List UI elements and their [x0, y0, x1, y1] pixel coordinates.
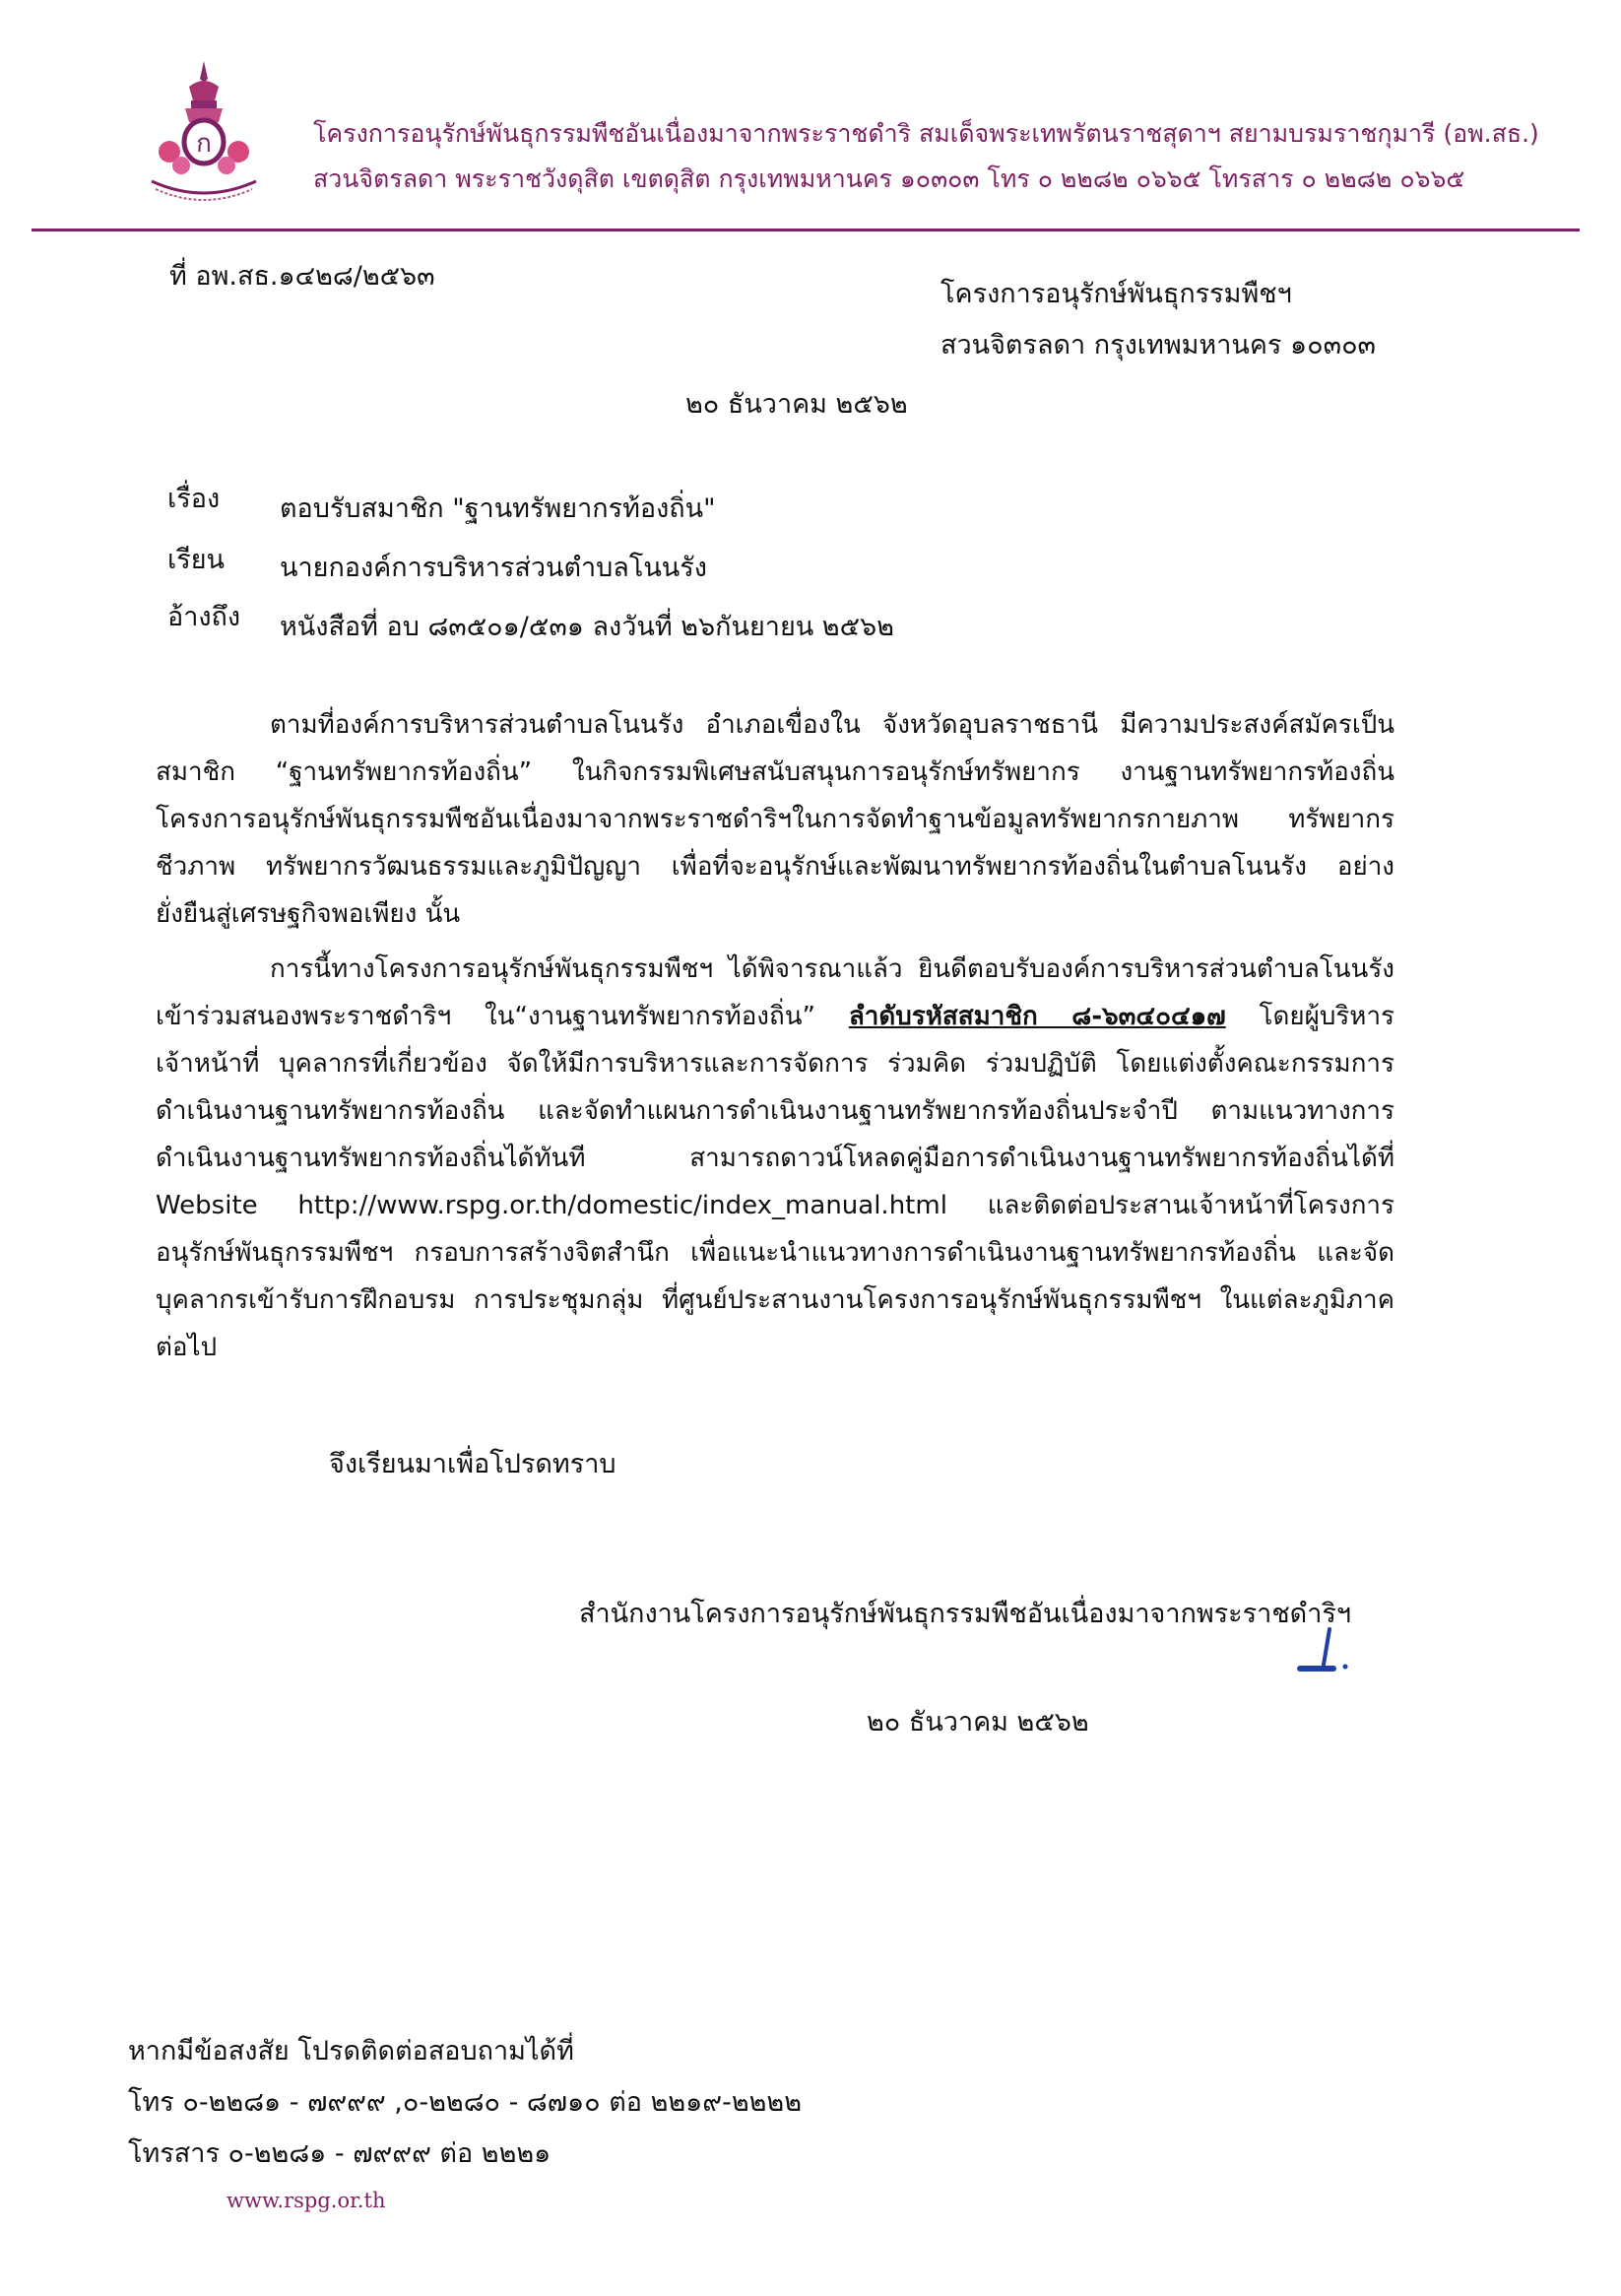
to-label: เรียน: [167, 545, 226, 575]
sender-line-1: โครงการอนุรักษ์พันธุกรรมพืชฯ: [940, 279, 1292, 309]
contact-heading: หากมีข้อสงสัย โปรดติดต่อสอบถามได้ที่: [128, 2036, 574, 2066]
sender-line-2: สวนจิตรลดา กรุงเทพมหานคร ๑๐๓๐๓: [940, 330, 1377, 361]
subject-text: ตอบรับสมาชิก "ฐานทรัพยากรท้องถิ่น": [280, 493, 716, 524]
signature-mark: [1296, 1625, 1355, 1676]
body-paragraph-1: [156, 701, 1394, 938]
contact-phone: โทร ๐-๒๒๘๑ - ๗๙๙๙ ,๐-๒๒๘๐ - ๘๗๑๐ ต่อ ๒๒๑๙-๒๒๒๒: [128, 2087, 803, 2118]
header-line-2: สวนจิตรลดา พระราชวังดุสิต เขตดุสิต กรุงเทพมหานคร ๑๐๓๐๓ โทร ๐ ๒๒๘๒ ๐๖๖๕ โทรสาร ๐ ๒๒๘๒ ๐๖๖๕: [313, 164, 1465, 193]
paragraph-line: บุคลากรเข้ารับการฝึกอบรม การประชุมกลุ่ม ที่ศูนย์ประสานงานโครงการอนุรักษ์พันธุกรรมพืชฯ ในแต่ละภูมิภาค: [156, 1285, 1394, 1315]
paragraph-line: เจ้าหน้าที่ บุคลากรที่เกี่ยวข้อง จัดให้มีการบริหารและการจัดการ ร่วมคิด ร่วมปฏิบัติ โดยแต่งตั้งคณะกรรมการ: [156, 1049, 1394, 1079]
paragraph-line: สมาชิก “ฐานทรัพยากรท้องถิ่น” ในกิจกรรมพิเศษสนับสนุนการอนุรักษ์ทรัพยากร งานฐานทรัพยากรท้องถิ่น: [156, 757, 1394, 787]
closing-text: จึงเรียนมาเพื่อโปรดทราบ: [329, 1449, 616, 1479]
to-text: นายกองค์การบริหารส่วนตำบลโนนรัง: [280, 553, 707, 583]
paragraph-line: ยั่งยืนสู่เศรษฐกิจพอเพียง นั้น: [156, 899, 461, 929]
member-code: ลำดับรหัสสมาชิก ๘-๖๓๔๐๔๑๗: [848, 1002, 1226, 1031]
contact-fax: โทรสาร ๐-๒๒๘๑ - ๗๙๙๙ ต่อ ๒๒๒๑: [128, 2138, 551, 2169]
paragraph-text: โดยผู้บริหาร: [1259, 1002, 1395, 1031]
paragraph-line: ดำเนินงานฐานทรัพยากรท้องถิ่นได้ทันที สามารถดาวน์โหลดคู่มือการดำเนินงานฐานทรัพยากรท้องถิ่นได้ที่: [156, 1144, 1394, 1173]
royal-emblem-icon: [146, 57, 262, 205]
paragraph-line-with-member-code: [156, 993, 1394, 1040]
paragraph-text: เข้าร่วมสนองพระราชดำริฯ ใน“งานฐานทรัพยากรท้องถิ่น”: [156, 1002, 815, 1031]
website-link[interactable]: www.rspg.or.th: [227, 2189, 386, 2212]
signatory: สำนักงานโครงการอนุรักษ์พันธุกรรมพืชอันเนื่องมาจากพระราชดำริฯ: [579, 1599, 1352, 1629]
paragraph-line: ชีวภาพ ทรัพยากรวัฒนธรรมและภูมิปัญญา เพื่อที่จะอนุรักษ์และพัฒนาทรัพยากรท้องถิ่นในตำบลโนนรัง อย่าง: [156, 852, 1394, 882]
paragraph-line: การนี้ทางโครงการอนุรักษ์พันธุกรรมพืชฯ ได้พิจารณาแล้ว ยินดีตอบรับองค์การบริหารส่วนตำบลโนนรัง: [270, 954, 1394, 984]
header-line-1: โครงการอนุรักษ์พันธุกรรมพืชอันเนื่องมาจากพระราชดำริ สมเด็จพระเทพรัตนราชสุดาฯ สยามบรมราชกุมารี (อพ.สธ.): [313, 119, 1539, 148]
subject-label: เรื่อง: [167, 484, 221, 514]
paragraph-line: ตามที่องค์การบริหารส่วนตำบลโนนรัง อำเภอเขื่องใน จังหวัดอุบลราชธานี มีความประสงค์สมัครเป็น: [270, 710, 1394, 740]
paragraph-line: ดำเนินงานฐานทรัพยากรท้องถิ่น และจัดทำแผนการดำเนินงานฐานทรัพยากรท้องถิ่นประจำปี ตามแนวทางการ: [156, 1096, 1394, 1126]
signature-date: ๒๐ ธันวาคม ๒๕๖๒: [867, 1707, 1089, 1738]
paragraph-line: ต่อไป: [156, 1333, 218, 1362]
paragraph-line: อนุรักษ์พันธุกรรมพืชฯ กรอบการสร้างจิตสำนึก เพื่อแนะนำแนวทางการดำเนินงานฐานทรัพยากรท้องถิ่น และจัด: [156, 1238, 1394, 1268]
body-paragraph-2: [156, 946, 1394, 1371]
paragraph-line: โครงการอนุรักษ์พันธุกรรมพืชอันเนื่องมาจากพระราชดำริฯในการจัดทำฐานข้อมูลทรัพยากรกายภาพ ทรัพยากร: [156, 805, 1394, 834]
svg-text:ก: ก: [196, 129, 212, 159]
reference-number: ที่ อพ.สธ.๑๔๒๘/๒๕๖๓: [169, 261, 435, 292]
letter-date: ๒๐ ธันวาคม ๒๕๖๒: [685, 389, 908, 420]
paragraph-line-website: Website http://www.rspg.or.th/domestic/index_manual.html และติดต่อประสานเจ้าหน้าที่โครงการ: [156, 1191, 1394, 1220]
reference-label: อ้างถึง: [167, 602, 241, 632]
header-divider: [32, 229, 1580, 231]
reference-text: หนังสือที่ อบ ๘๓๕๐๑/๕๓๑ ลงวันที่ ๒๖กันยายน ๒๕๖๒: [280, 612, 894, 642]
